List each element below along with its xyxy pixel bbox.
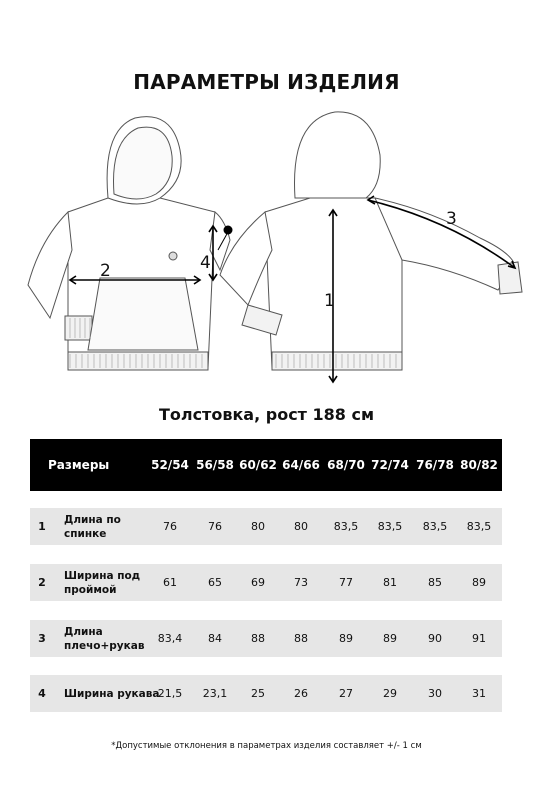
row-label: Длина по спинке: [64, 513, 121, 540]
sizes-header-label: Размеры: [48, 458, 110, 472]
back-ribbing: [276, 354, 396, 368]
table-cell: 83,5: [377, 520, 403, 533]
table-cell: 84: [208, 632, 222, 645]
table-cell: 88: [251, 632, 265, 645]
row-label: Длина плечо+рукав: [64, 625, 145, 652]
table-row: [30, 675, 502, 712]
table-cell: 29: [383, 687, 397, 700]
size-table-header: [30, 439, 502, 491]
table-cell: 83,4: [157, 632, 183, 645]
size-col: 64/66: [282, 458, 320, 472]
size-col: 76/78: [416, 458, 454, 472]
row-number: 4: [38, 687, 46, 700]
table-cell: 73: [294, 576, 308, 589]
table-cell: 31: [472, 687, 486, 700]
table-cell: 90: [428, 632, 442, 645]
table-cell: 83,5: [466, 520, 492, 533]
page-title: ПАРАМЕТРЫ ИЗДЕЛИЯ: [133, 70, 400, 94]
table-cell: 26: [294, 687, 308, 700]
product-subtitle: Толстовка, рост 188 см: [158, 405, 375, 424]
size-col: 56/58: [196, 458, 234, 472]
table-cell: 61: [163, 576, 177, 589]
table-cell: 25: [251, 687, 265, 700]
measure-point-dot: [224, 226, 233, 235]
table-row: [30, 508, 502, 545]
table-cell: 85: [428, 576, 442, 589]
table-cell: 30: [428, 687, 442, 700]
label-2: 2: [100, 261, 111, 281]
table-cell: 80: [251, 520, 265, 533]
table-cell: 89: [339, 632, 353, 645]
table-cell: 23,1: [202, 687, 228, 700]
row-number: 3: [38, 632, 46, 645]
table-cell: 88: [294, 632, 308, 645]
label-1: 1: [324, 291, 335, 311]
size-col: 52/54: [151, 458, 189, 472]
table-cell: 77: [339, 576, 353, 589]
table-row: [30, 620, 502, 657]
table-cell: 69: [251, 576, 265, 589]
table-cell: 80: [294, 520, 308, 533]
table-cell: 76: [163, 520, 177, 533]
row-number: 2: [38, 576, 46, 589]
table-cell: 21,5: [157, 687, 183, 700]
table-cell: 83,5: [333, 520, 359, 533]
table-cell: 65: [208, 576, 222, 589]
row-label: Ширина рукава: [64, 687, 160, 700]
size-col: 80/82: [460, 458, 498, 472]
row-label: Ширина под проймой: [64, 569, 141, 596]
hoodie-back: [220, 112, 522, 370]
row-number: 1: [38, 520, 46, 533]
table-cell: 81: [383, 576, 397, 589]
size-col: 68/70: [327, 458, 365, 472]
size-col: 72/74: [371, 458, 409, 472]
hoodie-illustration: [10, 100, 530, 400]
footnote: *Допустимые отклонения в параметрах изделия составляет +/- 1 см: [111, 741, 422, 751]
table-cell: 83,5: [422, 520, 448, 533]
table-cell: 89: [472, 576, 486, 589]
table-cell: 27: [339, 687, 353, 700]
table-cell: 76: [208, 520, 222, 533]
hoodie-front: [28, 117, 230, 370]
table-cell: 91: [472, 632, 486, 645]
label-4: 4: [200, 253, 211, 273]
size-col: 60/62: [239, 458, 277, 472]
table-cell: 89: [383, 632, 397, 645]
label-3: 3: [446, 209, 457, 229]
table-row: [30, 564, 502, 601]
